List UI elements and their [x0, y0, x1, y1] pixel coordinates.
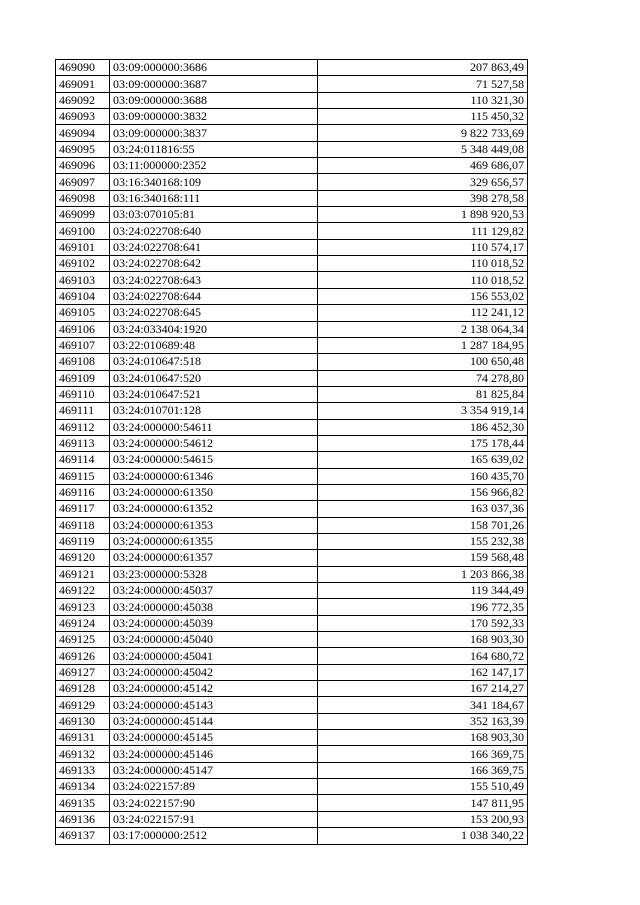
value-cell: 165 639,02 [318, 452, 528, 468]
row-id-cell: 469101 [56, 239, 110, 255]
table-row [56, 256, 528, 272]
row-id-cell: 469127 [56, 664, 110, 680]
row-id-cell: 469093 [56, 109, 110, 125]
row-id-cell: 469110 [56, 386, 110, 402]
row-id-cell: 469111 [56, 403, 110, 419]
cadastral-number-cell: 03:24:000000:45145 [110, 730, 318, 746]
cadastral-number-cell: 03:24:000000:45142 [110, 681, 318, 697]
row-id-cell: 469107 [56, 337, 110, 353]
row-id-cell: 469113 [56, 435, 110, 451]
cadastral-number-cell: 03:24:022708:644 [110, 288, 318, 304]
cadastral-number-cell: 03:24:022157:91 [110, 811, 318, 827]
value-cell: 398 278,58 [318, 190, 528, 206]
value-cell: 112 241,12 [318, 305, 528, 321]
row-id-cell: 469097 [56, 174, 110, 190]
table-row [56, 468, 528, 484]
value-cell: 159 568,48 [318, 550, 528, 566]
table-row [56, 386, 528, 402]
row-id-cell: 469133 [56, 762, 110, 778]
row-id-cell: 469131 [56, 730, 110, 746]
value-cell: 1 898 920,53 [318, 207, 528, 223]
cadastral-number-cell: 03:24:000000:61346 [110, 468, 318, 484]
cadastral-number-cell: 03:24:010647:521 [110, 386, 318, 402]
row-id-cell: 469129 [56, 697, 110, 713]
table-row [56, 730, 528, 746]
row-id-cell: 469128 [56, 681, 110, 697]
value-cell: 100 650,48 [318, 354, 528, 370]
cadastral-number-cell: 03:24:000000:45042 [110, 664, 318, 680]
table-row [56, 158, 528, 174]
value-cell: 155 510,49 [318, 779, 528, 795]
cadastral-number-cell: 03:17:000000:2512 [110, 828, 318, 844]
table-row [56, 632, 528, 648]
value-cell: 1 203 866,38 [318, 566, 528, 582]
cadastral-number-cell: 03:24:022708:643 [110, 272, 318, 288]
cadastral-number-cell: 03:22:010689:48 [110, 337, 318, 353]
table-row [56, 615, 528, 631]
value-cell: 156 553,02 [318, 288, 528, 304]
table-row [56, 550, 528, 566]
row-id-cell: 469105 [56, 305, 110, 321]
row-id-cell: 469115 [56, 468, 110, 484]
table-row [56, 697, 528, 713]
cadastral-number-cell: 03:09:000000:3686 [110, 60, 318, 76]
row-id-cell: 469090 [56, 60, 110, 76]
table-row [56, 60, 528, 76]
cadastral-number-cell: 03:24:000000:61353 [110, 517, 318, 533]
row-id-cell: 469099 [56, 207, 110, 223]
cadastral-number-cell: 03:24:022708:640 [110, 223, 318, 239]
value-cell: 1 038 340,22 [318, 828, 528, 844]
table-row [56, 109, 528, 125]
cadastral-number-cell: 03:11:000000:2352 [110, 158, 318, 174]
table-row [56, 828, 528, 844]
cadastral-number-cell: 03:24:011816:55 [110, 141, 318, 157]
value-cell: 167 214,27 [318, 681, 528, 697]
value-cell: 168 903,30 [318, 632, 528, 648]
row-id-cell: 469096 [56, 158, 110, 174]
row-id-cell: 469136 [56, 811, 110, 827]
row-id-cell: 469108 [56, 354, 110, 370]
cadastral-number-cell: 03:09:000000:3832 [110, 109, 318, 125]
table-row [56, 713, 528, 729]
table-row [56, 746, 528, 762]
row-id-cell: 469106 [56, 321, 110, 337]
cadastral-number-cell: 03:24:000000:45037 [110, 583, 318, 599]
row-id-cell: 469114 [56, 452, 110, 468]
row-id-cell: 469103 [56, 272, 110, 288]
table-row [56, 337, 528, 353]
value-cell: 153 200,93 [318, 811, 528, 827]
row-id-cell: 469094 [56, 125, 110, 141]
value-cell: 110 574,17 [318, 239, 528, 255]
row-id-cell: 469118 [56, 517, 110, 533]
row-id-cell: 469121 [56, 566, 110, 582]
row-id-cell: 469095 [56, 141, 110, 157]
table-row [56, 779, 528, 795]
cadastral-number-cell: 03:24:000000:45143 [110, 697, 318, 713]
value-cell: 162 147,17 [318, 664, 528, 680]
row-id-cell: 469135 [56, 795, 110, 811]
cadastral-number-cell: 03:24:000000:45038 [110, 599, 318, 615]
row-id-cell: 469098 [56, 190, 110, 206]
value-cell: 329 656,57 [318, 174, 528, 190]
value-cell: 81 825,84 [318, 386, 528, 402]
table-row [56, 321, 528, 337]
table-row [56, 484, 528, 500]
value-cell: 155 232,38 [318, 533, 528, 549]
row-id-cell: 469137 [56, 828, 110, 844]
cadastral-number-cell: 03:03:070105:81 [110, 207, 318, 223]
table-row [56, 223, 528, 239]
cadastral-number-cell: 03:24:022157:89 [110, 779, 318, 795]
row-id-cell: 469124 [56, 615, 110, 631]
cadastral-number-cell: 03:16:340168:109 [110, 174, 318, 190]
cadastral-number-cell: 03:24:000000:45040 [110, 632, 318, 648]
value-cell: 196 772,35 [318, 599, 528, 615]
value-cell: 166 369,75 [318, 762, 528, 778]
cadastral-number-cell: 03:24:000000:61352 [110, 501, 318, 517]
table-row [56, 583, 528, 599]
table-row [56, 762, 528, 778]
row-id-cell: 469125 [56, 632, 110, 648]
value-cell: 115 450,32 [318, 109, 528, 125]
table-row [56, 354, 528, 370]
row-id-cell: 469116 [56, 484, 110, 500]
row-id-cell: 469134 [56, 779, 110, 795]
cadastral-number-cell: 03:24:000000:45146 [110, 746, 318, 762]
cadastral-number-cell: 03:24:022708:642 [110, 256, 318, 272]
cadastral-number-cell: 03:24:022708:641 [110, 239, 318, 255]
table-row [56, 681, 528, 697]
table-row [56, 207, 528, 223]
value-cell: 110 018,52 [318, 256, 528, 272]
value-cell: 119 344,49 [318, 583, 528, 599]
table-row [56, 664, 528, 680]
row-id-cell: 469122 [56, 583, 110, 599]
cadastral-number-cell: 03:24:022708:645 [110, 305, 318, 321]
table-row [56, 811, 528, 827]
value-cell: 3 354 919,14 [318, 403, 528, 419]
value-cell: 2 138 064,34 [318, 321, 528, 337]
row-id-cell: 469119 [56, 533, 110, 549]
cadastral-number-cell: 03:24:010647:518 [110, 354, 318, 370]
cadastral-number-cell: 03:24:000000:45039 [110, 615, 318, 631]
table-row [56, 501, 528, 517]
table-row [56, 272, 528, 288]
value-cell: 158 701,26 [318, 517, 528, 533]
row-id-cell: 469126 [56, 648, 110, 664]
value-cell: 170 592,33 [318, 615, 528, 631]
row-id-cell: 469132 [56, 746, 110, 762]
table-row [56, 76, 528, 92]
table-row [56, 125, 528, 141]
value-cell: 164 680,72 [318, 648, 528, 664]
cadastral-number-cell: 03:23:000000:5328 [110, 566, 318, 582]
cadastral-number-cell: 03:24:000000:61355 [110, 533, 318, 549]
value-cell: 74 278,80 [318, 370, 528, 386]
cadastral-number-cell: 03:24:000000:54615 [110, 452, 318, 468]
value-cell: 110 321,30 [318, 92, 528, 108]
table-row [56, 599, 528, 615]
table-row [56, 174, 528, 190]
table-row [56, 239, 528, 255]
value-cell: 163 037,36 [318, 501, 528, 517]
table-row [56, 403, 528, 419]
value-cell: 5 348 449,08 [318, 141, 528, 157]
cadastral-number-cell: 03:24:022157:90 [110, 795, 318, 811]
row-id-cell: 469102 [56, 256, 110, 272]
cadastral-number-cell: 03:09:000000:3688 [110, 92, 318, 108]
value-cell: 168 903,30 [318, 730, 528, 746]
table-row [56, 305, 528, 321]
value-cell: 186 452,30 [318, 419, 528, 435]
table-row [56, 648, 528, 664]
row-id-cell: 469100 [56, 223, 110, 239]
table-row [56, 141, 528, 157]
value-cell: 110 018,52 [318, 272, 528, 288]
row-id-cell: 469092 [56, 92, 110, 108]
table-row [56, 288, 528, 304]
cadastral-number-cell: 03:16:340168:111 [110, 190, 318, 206]
table-row [56, 190, 528, 206]
cadastral-number-cell: 03:09:000000:3687 [110, 76, 318, 92]
value-cell: 1 287 184,95 [318, 337, 528, 353]
row-id-cell: 469120 [56, 550, 110, 566]
row-id-cell: 469123 [56, 599, 110, 615]
table-row [56, 452, 528, 468]
cadastral-number-cell: 03:24:010647:520 [110, 370, 318, 386]
table-body [56, 60, 528, 845]
row-id-cell: 469112 [56, 419, 110, 435]
cadastral-number-cell: 03:24:000000:61357 [110, 550, 318, 566]
cadastral-number-cell: 03:24:000000:45144 [110, 713, 318, 729]
cadastral-number-cell: 03:24:000000:61350 [110, 484, 318, 500]
registry-table [55, 59, 528, 845]
value-cell: 9 822 733,69 [318, 125, 528, 141]
cadastral-number-cell: 03:24:000000:54611 [110, 419, 318, 435]
value-cell: 469 686,07 [318, 158, 528, 174]
value-cell: 160 435,70 [318, 468, 528, 484]
value-cell: 71 527,58 [318, 76, 528, 92]
value-cell: 341 184,67 [318, 697, 528, 713]
cadastral-number-cell: 03:24:000000:45041 [110, 648, 318, 664]
row-id-cell: 469130 [56, 713, 110, 729]
table-row [56, 435, 528, 451]
cadastral-number-cell: 03:09:000000:3837 [110, 125, 318, 141]
cadastral-number-cell: 03:24:010701:128 [110, 403, 318, 419]
value-cell: 352 163,39 [318, 713, 528, 729]
row-id-cell: 469091 [56, 76, 110, 92]
table-row [56, 533, 528, 549]
value-cell: 156 966,82 [318, 484, 528, 500]
value-cell: 147 811,95 [318, 795, 528, 811]
row-id-cell: 469104 [56, 288, 110, 304]
cadastral-number-cell: 03:24:000000:45147 [110, 762, 318, 778]
table-row [56, 795, 528, 811]
cadastral-number-cell: 03:24:033404:1920 [110, 321, 318, 337]
table-row [56, 370, 528, 386]
value-cell: 175 178,44 [318, 435, 528, 451]
value-cell: 111 129,82 [318, 223, 528, 239]
table-row [56, 566, 528, 582]
value-cell: 166 369,75 [318, 746, 528, 762]
row-id-cell: 469117 [56, 501, 110, 517]
row-id-cell: 469109 [56, 370, 110, 386]
table-row [56, 92, 528, 108]
cadastral-number-cell: 03:24:000000:54612 [110, 435, 318, 451]
table-row [56, 517, 528, 533]
value-cell: 207 863,49 [318, 60, 528, 76]
table-row [56, 419, 528, 435]
